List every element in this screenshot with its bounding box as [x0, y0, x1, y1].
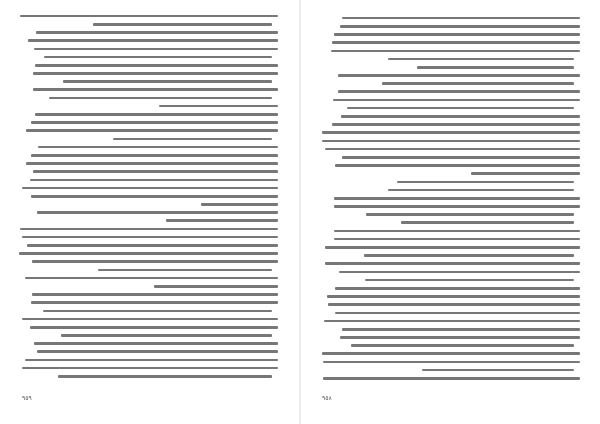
text-line: [18, 78, 278, 86]
text-line-ink: [93, 23, 272, 26]
text-line: [18, 331, 278, 339]
text-line: [322, 96, 580, 104]
text-line-ink: [31, 121, 278, 124]
text-line-ink: [335, 164, 580, 167]
text-line-ink: [342, 156, 580, 159]
right-page-text-block: [322, 14, 580, 382]
text-line-ink: [22, 318, 278, 321]
text-line: [322, 366, 580, 374]
text-line-ink: [25, 277, 278, 280]
right-page: [300, 0, 600, 424]
text-line: [322, 309, 580, 317]
text-line-ink: [324, 320, 580, 323]
text-line: [18, 127, 278, 135]
text-line: [322, 358, 580, 366]
text-line: [18, 37, 278, 45]
text-line: [322, 63, 580, 71]
text-line: [322, 211, 580, 219]
text-line-ink: [26, 162, 278, 165]
text-line: [322, 14, 580, 22]
text-line: [18, 356, 278, 364]
text-line-ink: [113, 138, 272, 141]
text-line-ink: [49, 97, 272, 100]
text-line-ink: [30, 179, 278, 182]
text-line-ink: [33, 170, 278, 173]
text-line-ink: [322, 352, 580, 355]
text-line: [322, 235, 580, 243]
text-line: [322, 374, 580, 382]
text-line: [18, 348, 278, 356]
text-line: [322, 317, 580, 325]
text-line-ink: [33, 88, 278, 91]
text-line-ink: [323, 361, 580, 364]
text-line-ink: [325, 246, 580, 249]
text-line-ink: [351, 344, 574, 347]
text-line: [18, 45, 278, 53]
text-line: [322, 292, 580, 300]
text-line: [18, 266, 278, 274]
text-line-ink: [471, 172, 580, 175]
text-line-ink: [342, 17, 580, 20]
text-line-ink: [44, 56, 272, 59]
text-line: [322, 129, 580, 137]
text-line-ink: [334, 230, 580, 233]
text-line-ink: [32, 293, 278, 296]
text-line: [322, 243, 580, 251]
text-line: [322, 276, 580, 284]
text-line-ink: [325, 262, 580, 265]
text-line: [18, 102, 278, 110]
text-line: [18, 323, 278, 331]
text-line: [322, 104, 580, 112]
text-line: [18, 20, 278, 28]
text-line: [18, 372, 278, 380]
text-line: [18, 209, 278, 217]
text-line: [322, 251, 580, 259]
text-line-ink: [322, 131, 580, 134]
text-line: [18, 159, 278, 167]
text-line-ink: [38, 146, 278, 149]
text-line-ink: [332, 123, 580, 126]
text-line: [18, 282, 278, 290]
text-line-ink: [338, 90, 580, 93]
text-line: [322, 80, 580, 88]
text-line-ink: [388, 189, 574, 192]
text-line-ink: [32, 260, 278, 263]
text-line: [322, 137, 580, 145]
text-line: [322, 153, 580, 161]
text-line: [18, 274, 278, 282]
text-line: [18, 94, 278, 102]
text-line-ink: [61, 334, 272, 337]
text-line: [322, 186, 580, 194]
text-line-ink: [31, 301, 278, 304]
text-line: [18, 135, 278, 143]
text-line: [18, 299, 278, 307]
text-line-ink: [27, 244, 278, 247]
text-line: [322, 260, 580, 268]
left-page-text-block: [18, 12, 278, 380]
text-line-ink: [322, 140, 580, 143]
text-line: [322, 170, 580, 178]
text-line-ink: [334, 205, 580, 208]
text-line-ink: [26, 129, 278, 132]
text-line-ink: [382, 82, 574, 85]
text-line: [18, 241, 278, 249]
text-line-ink: [333, 99, 580, 102]
text-line-ink: [397, 181, 574, 184]
text-line: [322, 161, 580, 169]
text-line: [322, 88, 580, 96]
text-line-ink: [325, 148, 580, 151]
text-line: [322, 71, 580, 79]
text-line-ink: [366, 213, 574, 216]
text-line: [18, 364, 278, 372]
text-line: [18, 184, 278, 192]
text-line-ink: [365, 279, 574, 282]
text-line-ink: [335, 287, 580, 290]
text-line: [18, 86, 278, 94]
text-line-ink: [334, 238, 580, 241]
text-line-ink: [341, 115, 580, 118]
text-line-ink: [340, 336, 580, 339]
text-line: [18, 307, 278, 315]
text-line: [18, 258, 278, 266]
text-line-ink: [422, 369, 574, 372]
text-line: [322, 284, 580, 292]
text-line: [18, 249, 278, 257]
right-page-number: ٩٥٨: [322, 395, 332, 402]
text-line: [322, 178, 580, 186]
text-line: [322, 145, 580, 153]
text-line: [322, 227, 580, 235]
left-page-number: ٩٥٩: [22, 395, 32, 402]
text-line-ink: [22, 367, 278, 370]
text-line: [322, 333, 580, 341]
text-line-ink: [37, 350, 278, 353]
text-line-ink: [37, 211, 278, 214]
text-line: [322, 112, 580, 120]
text-line: [322, 22, 580, 30]
text-line-ink: [43, 310, 272, 313]
text-line-ink: [34, 342, 278, 345]
text-line-ink: [334, 33, 580, 36]
text-line-ink: [33, 72, 278, 75]
text-line-ink: [335, 312, 580, 315]
text-line-ink: [364, 254, 574, 257]
text-line-ink: [31, 154, 278, 157]
text-line: [322, 55, 580, 63]
text-line-ink: [35, 113, 278, 116]
text-line-ink: [25, 359, 278, 362]
text-line: [18, 200, 278, 208]
text-line: [322, 268, 580, 276]
text-line-ink: [331, 50, 580, 53]
text-line-ink: [98, 269, 272, 272]
text-line-ink: [20, 228, 278, 231]
text-line-ink: [22, 187, 278, 190]
text-line: [18, 192, 278, 200]
text-line-ink: [20, 15, 278, 18]
text-line-ink: [339, 271, 580, 274]
text-line: [18, 61, 278, 69]
text-line-ink: [417, 66, 574, 69]
text-line-ink: [347, 107, 574, 110]
text-line-ink: [328, 303, 580, 306]
text-line: [322, 202, 580, 210]
text-line: [18, 340, 278, 348]
text-line: [322, 194, 580, 202]
text-line-ink: [342, 328, 580, 331]
text-line-ink: [166, 219, 278, 222]
text-line: [18, 315, 278, 323]
text-line-ink: [154, 285, 278, 288]
text-line-ink: [338, 74, 580, 77]
text-line-ink: [327, 295, 580, 298]
text-line: [322, 342, 580, 350]
text-line: [322, 39, 580, 47]
text-line-ink: [323, 377, 580, 380]
text-line: [18, 143, 278, 151]
text-line-ink: [63, 80, 272, 83]
text-line: [322, 30, 580, 38]
text-line-ink: [31, 195, 278, 198]
text-line: [322, 325, 580, 333]
text-line-ink: [28, 39, 278, 42]
text-line-ink: [340, 25, 580, 28]
text-line-ink: [401, 221, 574, 224]
text-line-ink: [201, 203, 278, 206]
text-line: [18, 53, 278, 61]
text-line: [322, 301, 580, 309]
text-line-ink: [35, 64, 278, 67]
text-line: [18, 225, 278, 233]
text-line-ink: [34, 48, 278, 51]
text-line-ink: [36, 31, 278, 34]
text-line-ink: [159, 105, 278, 108]
text-line-ink: [334, 197, 580, 200]
text-line-ink: [332, 41, 580, 44]
text-line: [18, 110, 278, 118]
text-line-ink: [388, 58, 574, 61]
text-line-ink: [22, 236, 278, 239]
text-line: [18, 12, 278, 20]
text-line: [322, 219, 580, 227]
text-line-ink: [30, 326, 278, 329]
text-line: [18, 118, 278, 126]
text-line: [322, 47, 580, 55]
text-line: [322, 120, 580, 128]
text-line: [18, 217, 278, 225]
text-line: [18, 151, 278, 159]
text-line: [322, 350, 580, 358]
text-line: [18, 290, 278, 298]
text-line: [18, 168, 278, 176]
text-line: [18, 28, 278, 36]
text-line-ink: [19, 252, 278, 255]
text-line: [18, 176, 278, 184]
text-line: [18, 69, 278, 77]
text-line-ink: [58, 375, 272, 378]
text-line: [18, 233, 278, 241]
